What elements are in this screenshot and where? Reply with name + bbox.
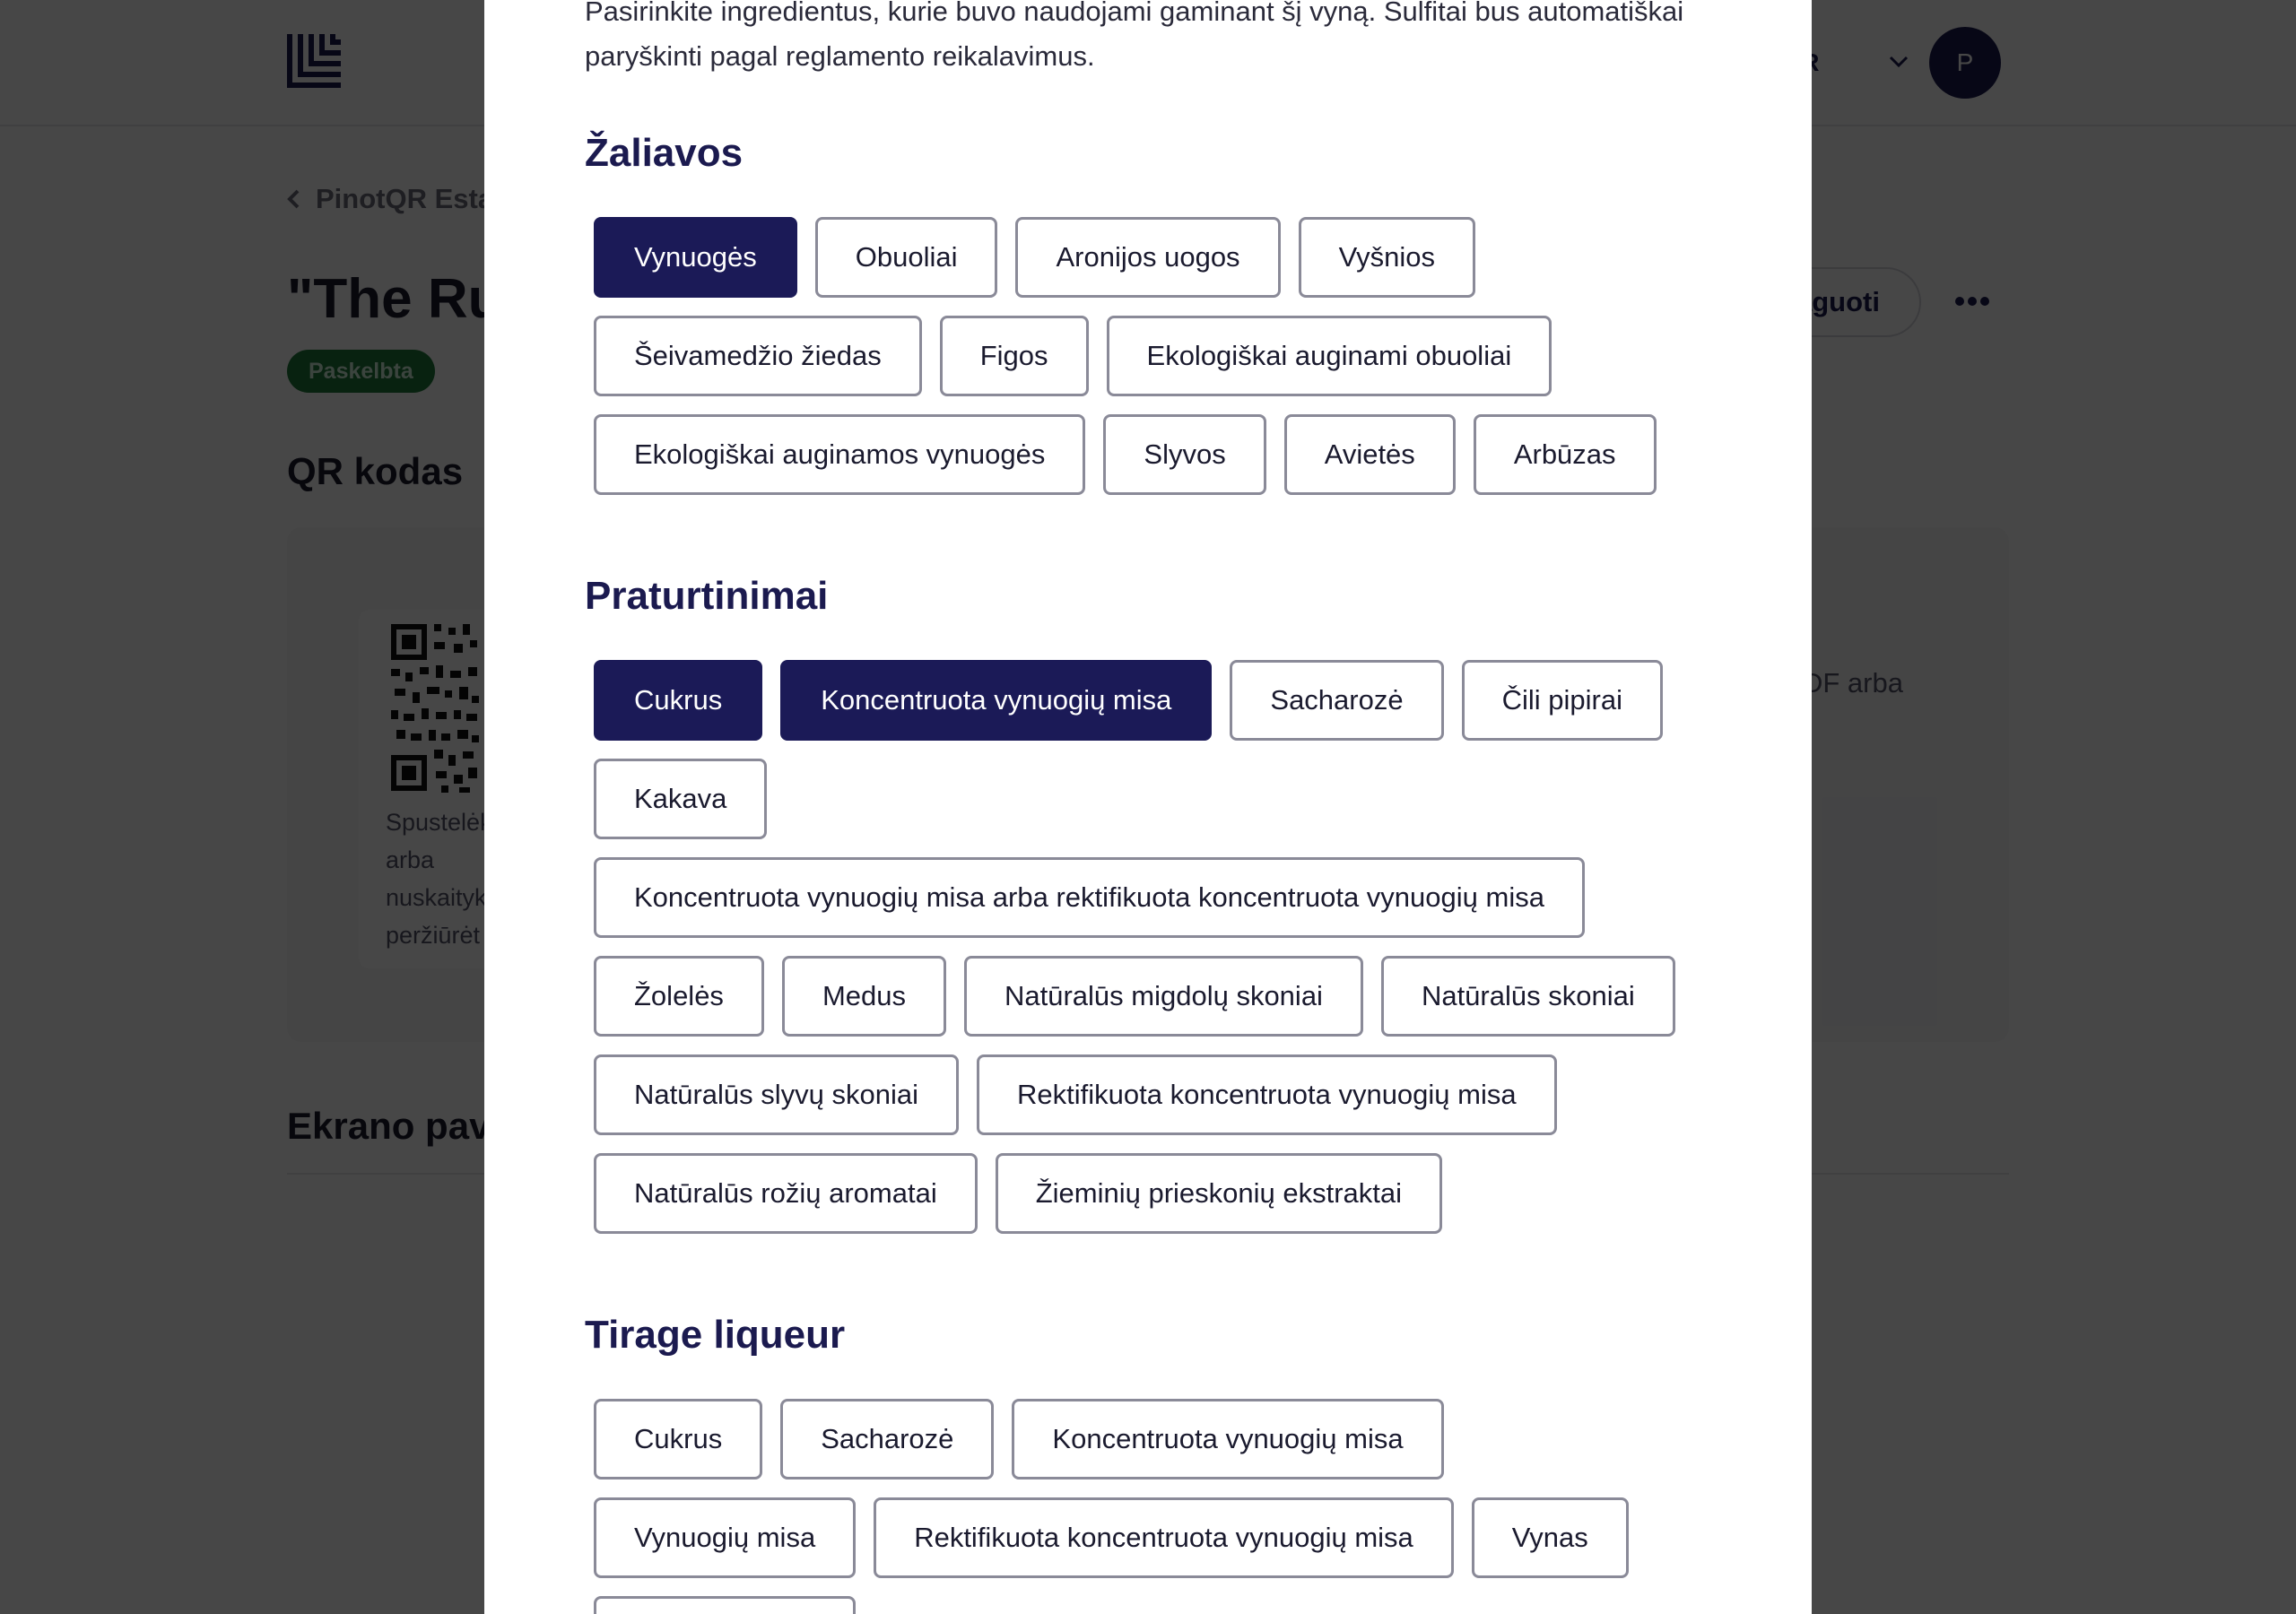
ingredient-chip[interactable] <box>594 1596 856 1614</box>
ingredient-chip[interactable]: Sacharozė <box>780 1399 994 1480</box>
ingredient-chip[interactable]: Avietės <box>1284 414 1456 495</box>
ingredient-chip[interactable]: Kakava <box>594 759 767 839</box>
chip-row <box>594 1153 1760 1234</box>
ingredient-chip[interactable]: Rektifikuota koncentruota vynuogių misa <box>874 1497 1454 1578</box>
group-title-enrichments: Praturtinimai <box>585 574 829 618</box>
chip-row <box>594 1497 1760 1578</box>
ingredient-chip[interactable]: Koncentruota vynuogių misa <box>1012 1399 1443 1480</box>
ingredient-chip[interactable]: Žolelės <box>594 956 764 1037</box>
ingredient-chip[interactable]: Ekologiškai auginami obuoliai <box>1107 316 1552 396</box>
ingredients-modal <box>484 0 1812 1614</box>
ingredient-chip[interactable]: Cukrus <box>594 660 762 741</box>
chip-row <box>594 316 1760 396</box>
ingredient-chip[interactable]: Koncentruota vynuogių misa <box>780 660 1212 741</box>
chip-group-raw-materials <box>594 217 1760 513</box>
ingredient-chip[interactable]: Natūralūs migdolų skoniai <box>964 956 1363 1037</box>
ingredient-chip[interactable]: Šeivamedžio žiedas <box>594 316 922 396</box>
ingredient-chip[interactable]: Sacharozė <box>1230 660 1443 741</box>
chip-row <box>594 414 1760 495</box>
chip-row <box>594 956 1760 1037</box>
ingredient-chip[interactable]: Arbūzas <box>1474 414 1657 495</box>
ingredient-chip[interactable]: Obuoliai <box>815 217 998 298</box>
group-title-tirage-liqueur: Tirage liqueur <box>585 1313 846 1357</box>
ingredient-chip[interactable]: Vyšnios <box>1299 217 1475 298</box>
modal-description: Pasirinkite ingredientus, kurie buvo naudojami gaminant šį vyną. Sulfitai bus automatiškai paryškinti pagal reglamento reikalavimus. <box>585 0 1684 72</box>
chip-row <box>594 857 1760 938</box>
chip-group-enrichments <box>594 660 1760 1252</box>
chip-row <box>594 759 1760 839</box>
ingredient-chip[interactable]: Vynas <box>1472 1497 1629 1578</box>
chip-row <box>594 217 1760 298</box>
ingredient-chip[interactable]: Koncentruota vynuogių misa arba rektifikuota koncentruota vynuogių misa <box>594 857 1585 938</box>
ingredient-chip[interactable]: Rektifikuota koncentruota vynuogių misa <box>977 1054 1557 1135</box>
ingredient-chip[interactable]: Cukrus <box>594 1399 762 1480</box>
ingredient-chip[interactable]: Natūralūs rožių aromatai <box>594 1153 978 1234</box>
ingredient-chip[interactable]: Figos <box>940 316 1089 396</box>
ingredient-chip[interactable]: Žieminių prieskonių ekstraktai <box>996 1153 1442 1234</box>
group-title-raw-materials: Žaliavos <box>585 131 744 175</box>
ingredient-chip[interactable]: Aronijos uogos <box>1015 217 1280 298</box>
chip-group-tirage-liqueur <box>594 1399 1760 1614</box>
chip-row <box>594 1596 1760 1614</box>
chip-row <box>594 1399 1760 1480</box>
ingredient-chip[interactable]: Ekologiškai auginamos vynuogės <box>594 414 1085 495</box>
ingredient-chip[interactable]: Natūralūs slyvų skoniai <box>594 1054 959 1135</box>
ingredient-chip[interactable]: Čili pipirai <box>1462 660 1663 741</box>
ingredient-chip[interactable]: Vynuogių misa <box>594 1497 856 1578</box>
chip-row <box>594 1054 1760 1135</box>
ingredient-chip[interactable]: Slyvos <box>1103 414 1265 495</box>
ingredient-chip[interactable]: Medus <box>782 956 946 1037</box>
ingredient-chip[interactable]: Vynuogės <box>594 217 797 298</box>
ingredient-chip[interactable]: Natūralūs skoniai <box>1381 956 1675 1037</box>
chip-row <box>594 660 1760 741</box>
